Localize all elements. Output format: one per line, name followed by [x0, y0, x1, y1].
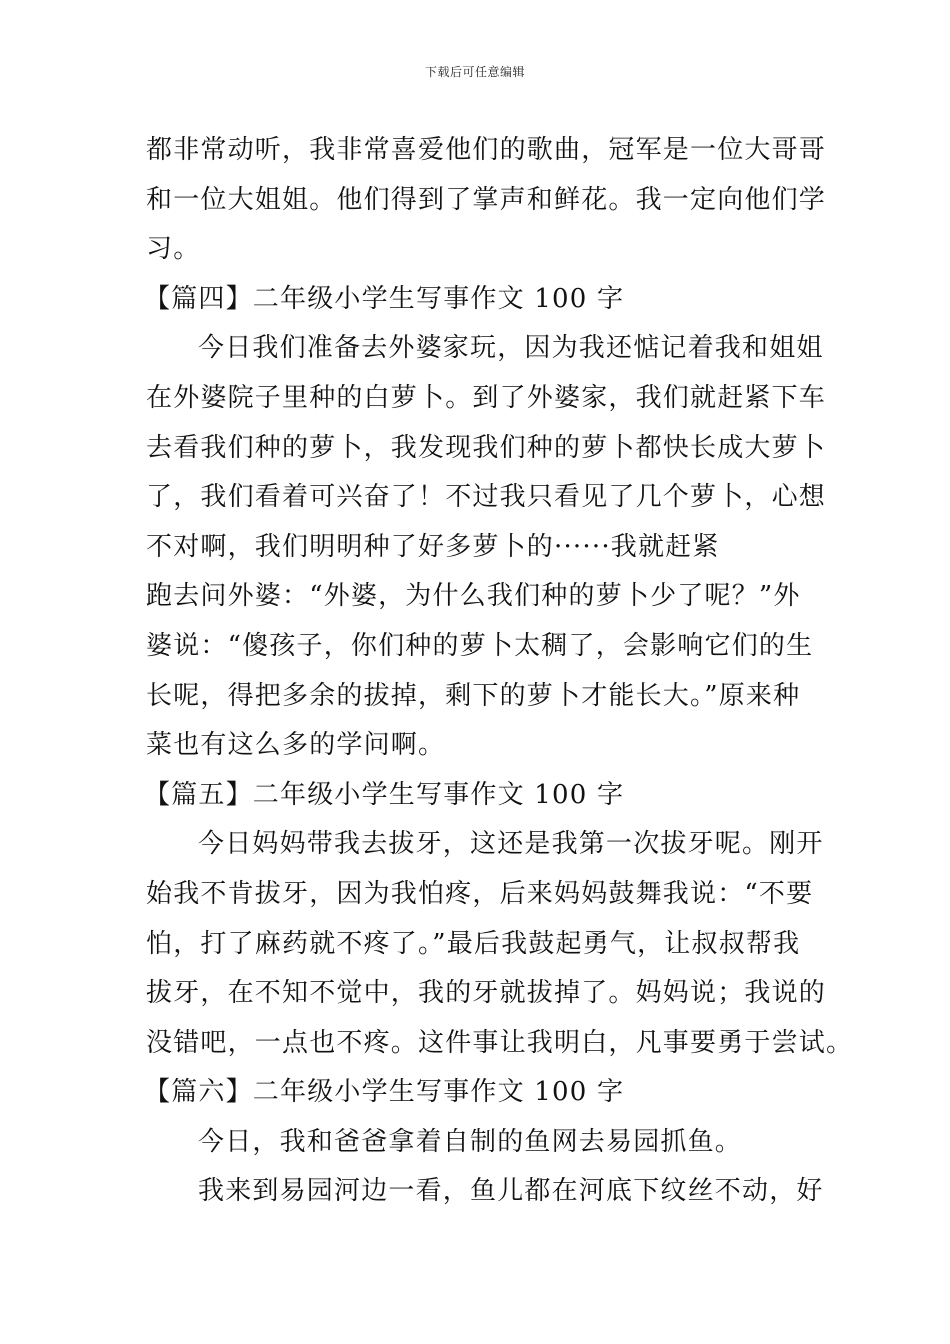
text-line: 去看我们种的萝卜，我发现我们种的萝卜都快长成大萝卜	[146, 432, 827, 463]
text-line: 没错吧，一点也不疼。这件事让我明白，凡事要勇于尝试。	[146, 1027, 854, 1058]
text-line: 和一位大姐姐。他们得到了掌声和鲜花。我一定向他们学	[146, 184, 827, 215]
paragraph-first-line: 今日我们准备去外婆家玩，因为我还惦记着我和姐姐	[198, 333, 824, 364]
text-line: 拔牙，在不知不觉中，我的牙就拔掉了。妈妈说；我说的	[146, 978, 827, 1009]
text-line: 不对啊，我们明明种了好多萝卜的······我就赶紧	[146, 531, 720, 562]
paragraph-first-line: 今日，我和爸爸拿着自制的鱼网去易园抓鱼。	[198, 1126, 743, 1157]
text-line: 始我不肯拔牙，因为我怕疼，后来妈妈鼓舞我说：“不要	[146, 878, 814, 909]
page-header-note: 下载后可任意编辑	[424, 65, 525, 79]
text-line: 长呢，得把多余的拔掉，剩下的萝卜才能长大。”原来种	[146, 680, 801, 711]
section-heading: 【篇四】二年级小学生写事作文 100 字	[144, 283, 625, 314]
text-line: 了，我们看着可兴奋了！不过我只看见了几个萝卜，心想	[146, 482, 827, 513]
text-line: 习。	[146, 234, 201, 265]
text-line: 婆说：“傻孩子，你们种的萝卜太稠了，会影响它们的生	[146, 630, 814, 661]
section-heading: 【篇五】二年级小学生写事作文 100 字	[144, 779, 625, 810]
text-line: 在外婆院子里种的白萝卜。到了外婆家，我们就赶紧下车	[146, 382, 827, 413]
paragraph-first-line: 我来到易园河边一看，鱼儿都在河底下纹丝不动，好	[198, 1176, 824, 1207]
text-line: 怕，打了麻药就不疼了。”最后我鼓起勇气，让叔叔帮我	[146, 928, 801, 959]
section-heading: 【篇六】二年级小学生写事作文 100 字	[144, 1077, 625, 1108]
text-line: 跑去问外婆：“外婆，为什么我们种的萝卜少了呢？”外	[146, 581, 801, 612]
paragraph-first-line: 今日妈妈带我去拔牙，这还是我第一次拔牙呢。刚开	[198, 829, 824, 860]
text-line: 都非常动听，我非常喜爱他们的歌曲，冠军是一位大哥哥	[146, 135, 827, 165]
text-line: 菜也有这么多的学问啊。	[146, 730, 446, 761]
document-body	[144, 126, 854, 1217]
